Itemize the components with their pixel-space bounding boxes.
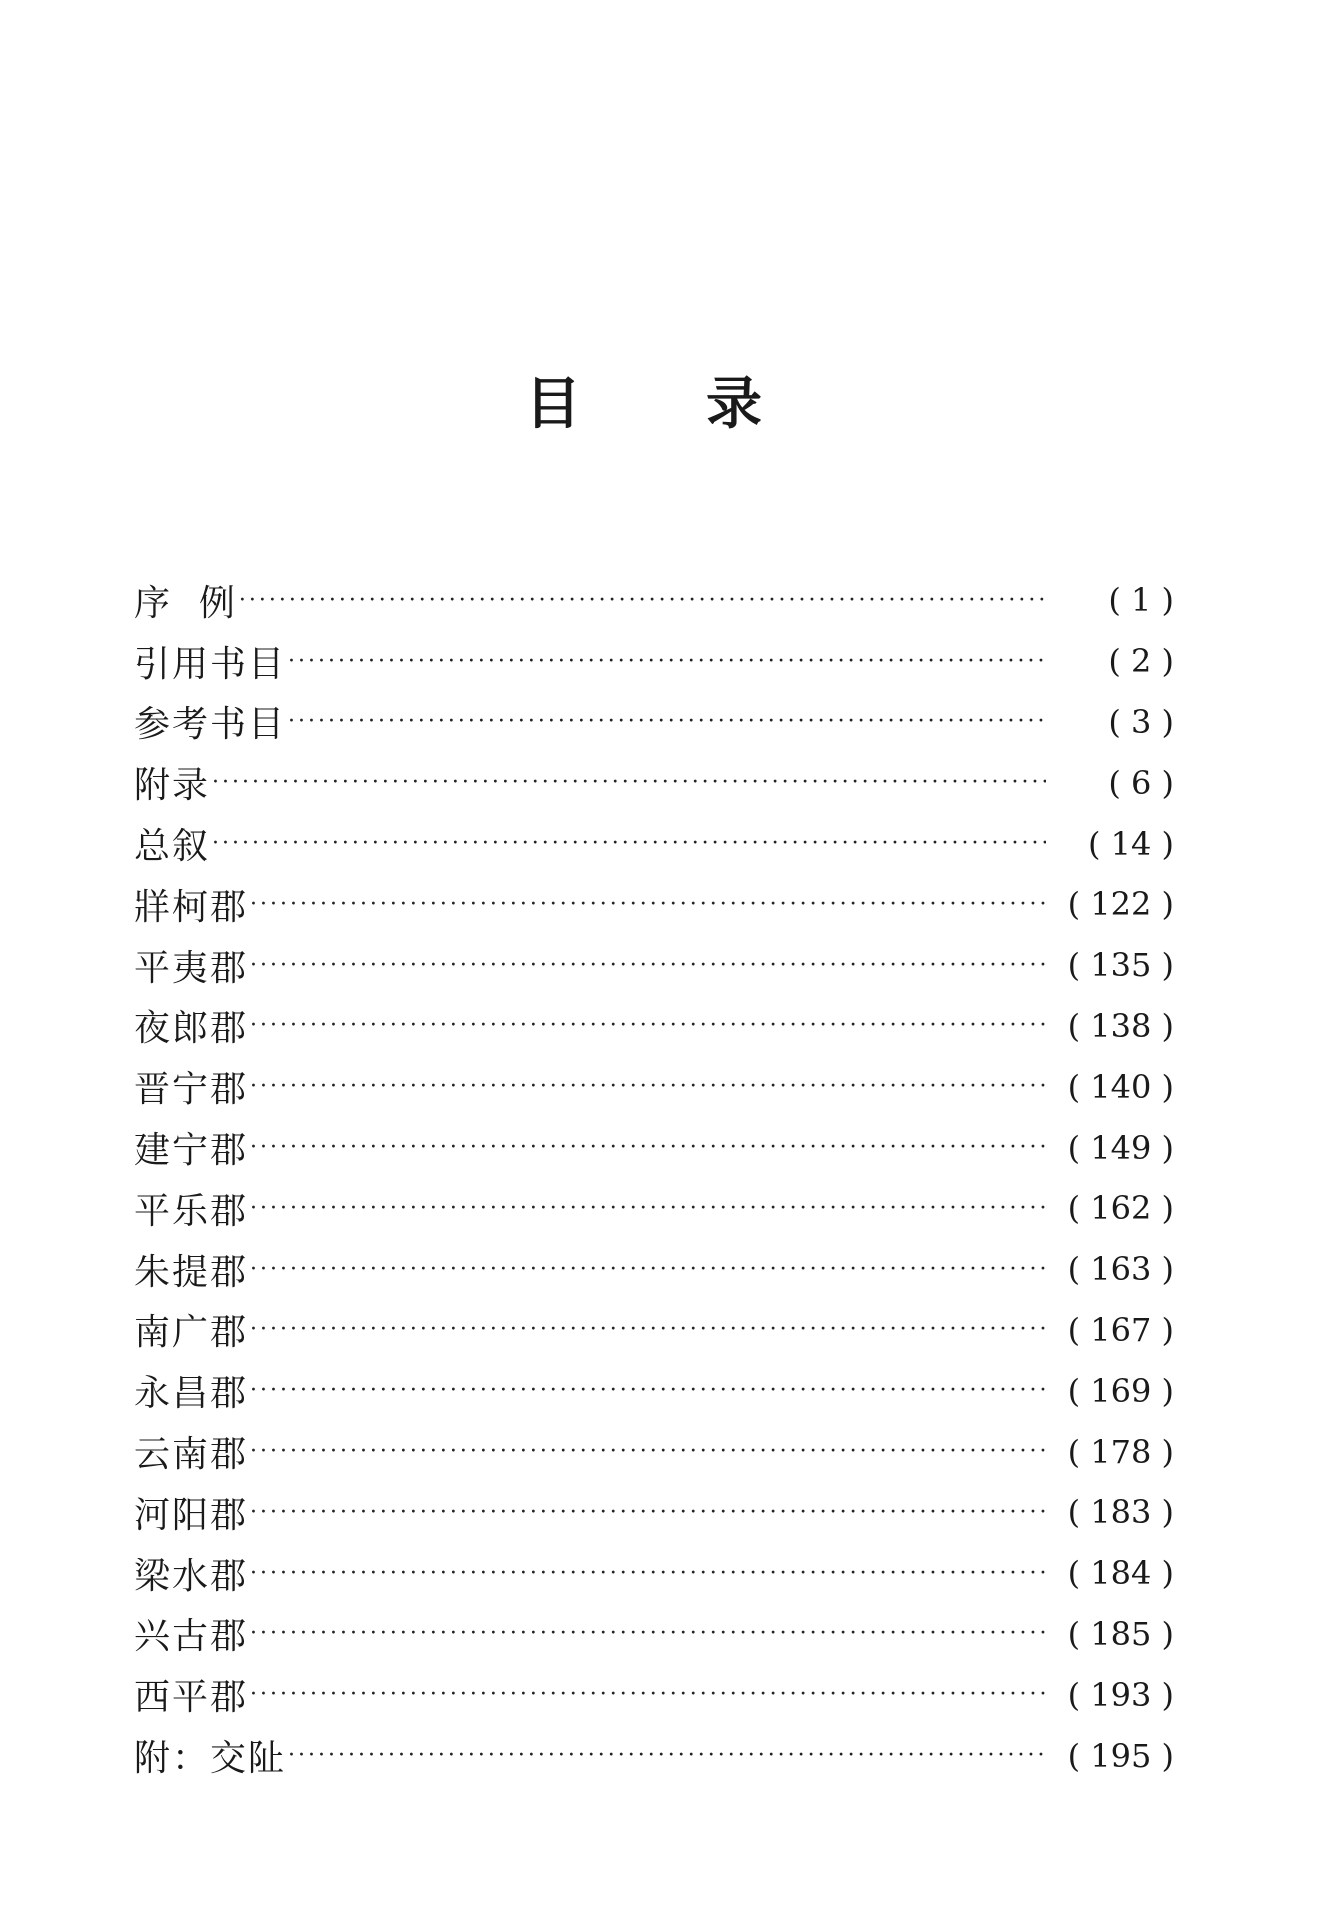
dot-leader (288, 709, 1046, 734)
toc-entry-label: 云南郡 (134, 1434, 249, 1476)
title-char-2: 录 (706, 372, 762, 437)
toc-entry-page: ( 167 ) (1067, 1310, 1174, 1349)
page-title (0, 370, 1333, 440)
toc-entry-label: 序 例 (134, 582, 237, 624)
toc-entry-page: ( 135 ) (1067, 946, 1174, 985)
dot-leader (250, 892, 1046, 917)
dot-leader (250, 1013, 1046, 1038)
toc-entry-page: ( 14 ) (1087, 824, 1174, 863)
toc-entry-label: 西平郡 (134, 1677, 249, 1719)
toc-entry (134, 1300, 1174, 1361)
dot-leader (250, 1378, 1046, 1403)
toc-entry (134, 1360, 1174, 1421)
toc-entry-label: 建宁郡 (134, 1130, 249, 1172)
toc-entry (134, 1482, 1174, 1543)
toc-entry (134, 1056, 1174, 1117)
dot-leader (250, 1621, 1046, 1646)
toc-entry-page: ( 193 ) (1067, 1675, 1174, 1714)
toc-entry (134, 813, 1174, 874)
toc-entry-page: ( 162 ) (1067, 1189, 1174, 1228)
toc-entry-page: ( 195 ) (1067, 1736, 1174, 1775)
dot-leader (250, 1439, 1046, 1464)
dot-leader (250, 1500, 1046, 1525)
toc-entry-label: 附：交阯 (134, 1738, 287, 1780)
toc-entry-page: ( 6 ) (1108, 763, 1174, 802)
toc-entry-label: 朱提郡 (134, 1251, 249, 1293)
toc-entry-label: 平乐郡 (134, 1190, 249, 1232)
toc-entry-label: 总叙 (134, 826, 211, 868)
toc-entry (134, 631, 1174, 692)
toc-entry-page: ( 3 ) (1108, 702, 1174, 741)
toc-entry (134, 570, 1174, 631)
toc-entry (134, 996, 1174, 1057)
toc-entry-page: ( 138 ) (1067, 1006, 1174, 1045)
toc-entry-page: ( 163 ) (1067, 1250, 1174, 1289)
table-of-contents (134, 570, 1174, 1786)
toc-entry-page: ( 185 ) (1067, 1614, 1174, 1653)
toc-entry-label: 梁水郡 (134, 1555, 249, 1597)
toc-entry-label: 附录 (134, 765, 211, 807)
dot-leader (250, 1135, 1046, 1160)
toc-entry-label: 牂柯郡 (134, 886, 249, 928)
toc-entry-label: 永昌郡 (134, 1373, 249, 1415)
toc-entry (134, 874, 1174, 935)
toc-entry-page: ( 1 ) (1108, 581, 1174, 620)
toc-entry (134, 1543, 1174, 1604)
toc-entry-page: ( 184 ) (1067, 1554, 1174, 1593)
toc-entry (134, 935, 1174, 996)
toc-entry-page: ( 178 ) (1067, 1432, 1174, 1471)
dot-leader (250, 1682, 1046, 1707)
dot-leader (250, 1196, 1046, 1221)
toc-entry (134, 1725, 1174, 1786)
toc-entry-label: 夜郎郡 (134, 1008, 249, 1050)
toc-entry (134, 1664, 1174, 1725)
toc-entry-label: 引用书目 (134, 643, 287, 685)
toc-entry-label: 参考书目 (134, 704, 287, 746)
toc-entry-label: 兴古郡 (134, 1616, 249, 1658)
toc-entry (134, 692, 1174, 753)
dot-leader (250, 953, 1046, 978)
toc-entry-page: ( 140 ) (1067, 1067, 1174, 1106)
toc-entry (134, 1239, 1174, 1300)
toc-entry-label: 晋宁郡 (134, 1069, 249, 1111)
toc-entry-page: ( 122 ) (1067, 885, 1174, 924)
toc-entry (134, 1421, 1174, 1482)
title-char-1: 目 (525, 372, 581, 437)
toc-entry-page: ( 2 ) (1108, 642, 1174, 681)
toc-entry-page: ( 149 ) (1067, 1128, 1174, 1167)
dot-leader (212, 770, 1046, 795)
toc-entry (134, 1117, 1174, 1178)
toc-entry (134, 1604, 1174, 1665)
toc-entry-page: ( 169 ) (1067, 1371, 1174, 1410)
toc-entry (134, 752, 1174, 813)
toc-entry-label: 河阳郡 (134, 1494, 249, 1536)
toc-entry (134, 1178, 1174, 1239)
toc-entry-label: 南广郡 (134, 1312, 249, 1354)
dot-leader (250, 1074, 1046, 1099)
dot-leader (288, 1743, 1046, 1768)
dot-leader (288, 649, 1046, 674)
dot-leader (250, 1317, 1046, 1342)
dot-leader (239, 588, 1046, 613)
toc-entry-label: 平夷郡 (134, 947, 249, 989)
toc-entry-page: ( 183 ) (1067, 1493, 1174, 1532)
dot-leader (212, 831, 1046, 856)
dot-leader (250, 1561, 1046, 1586)
dot-leader (250, 1257, 1046, 1282)
